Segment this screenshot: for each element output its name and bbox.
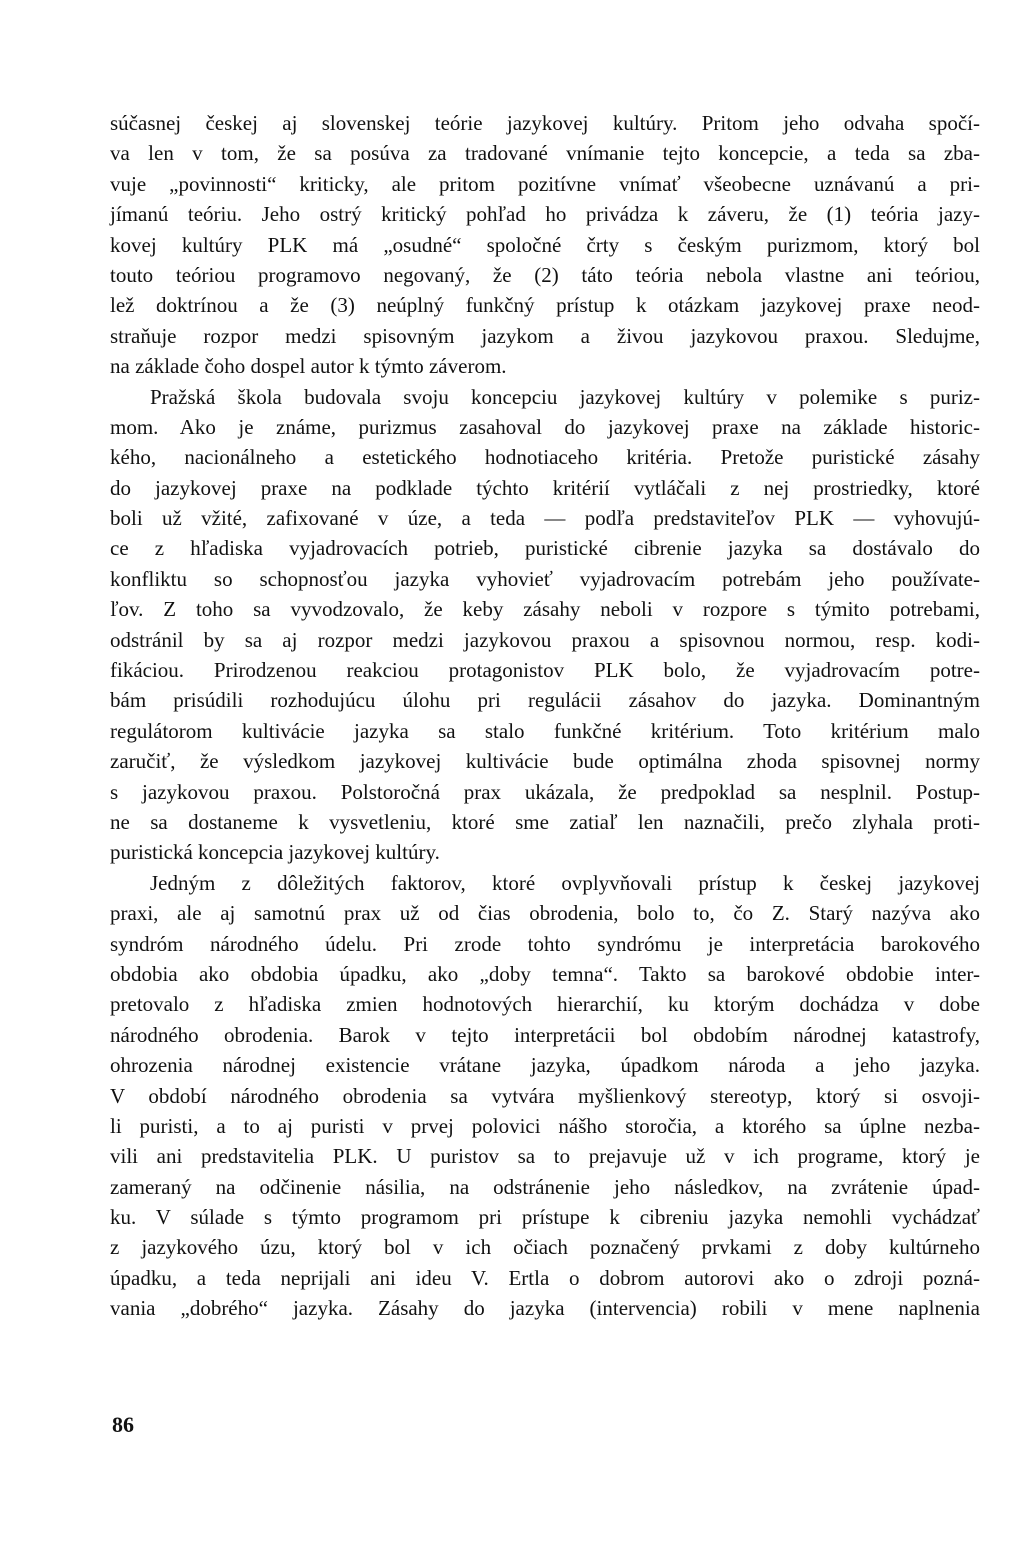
page-number: 86	[112, 1412, 134, 1437]
text-line: Pražská škola budovala svoju koncepciu jazykovej kultúry v polemike s puriz-	[150, 384, 980, 409]
text-line: kovej kultúry PLK má „osudné“ spoločné črty s českým purizmom, ktorý bol	[110, 232, 980, 257]
text-line: do jazykovej praxe na podklade týchto kritérií vytláčali z nej prostriedky, ktoré	[110, 475, 980, 500]
text-line: vuje „povinnosti“ kriticky, ale pritom pozitívne vnímať všeobecne uznávanú a pri-	[110, 171, 980, 196]
text-line: mom. Ako je známe, purizmus zasahoval do jazykovej praxe na základe historic-	[110, 414, 980, 439]
text-line: lež doktrínou a že (3) neúplný funkčný prístup k otázkam jazykovej praxe neod-	[110, 293, 980, 318]
text-line: s jazykovou praxou. Polstoročná prax ukázala, že predpoklad sa nesplnil. Postup-	[110, 779, 980, 804]
text-line: ku. V súlade s týmto programom pri prístupe k cibreniu jazyka nemohli vychádzať	[110, 1205, 980, 1230]
text-line: z jazykového úzu, ktorý bol v ich očiach poznačený prvkami z doby kultúrneho	[110, 1235, 980, 1260]
text-line: praxi, ale aj samotnú prax už od čias obrodenia, bolo to, čo Z. Starý nazýva ako	[110, 901, 980, 926]
text-line: bám prisúdili rozhodujúcu úlohu pri regulácii zásahov do jazyka. Dominantným	[110, 688, 980, 713]
text-line: konfliktu so schopnosťou jazyka vyhovieť vyjadrovacím potrebám jeho používate-	[110, 566, 980, 591]
text-line: súčasnej českej aj slovenskej teórie jazykovej kultúry. Pritom jeho odvaha spočí-	[110, 111, 980, 135]
text-line: ohrozenia národnej existencie vrátane jazyka, úpadkom národa a jeho jazyka.	[110, 1053, 980, 1078]
text-line: li puristi, a to aj puristi v prvej polovici nášho storočia, a ktorého sa úplne nezba-	[110, 1113, 980, 1138]
text-line: vili ani predstavitelia PLK. U puristov sa to prejavuje už v ich programe, ktorý je	[110, 1144, 980, 1169]
text-line: straňuje rozpor medzi spisovným jazykom a živou jazykovou praxou. Sledujme,	[110, 323, 980, 348]
text-line: boli už vžité, zafixované v úze, a teda — podľa predstaviteľov PLK — vyhovujú-	[110, 506, 980, 531]
text-line: národného obrodenia. Barok v tejto interpretácii bol obdobím národnej katastrofy,	[110, 1022, 980, 1047]
text-line: ne sa dostaneme k vysvetleniu, ktoré sme zatiaľ len naznačili, prečo zlyhala proti-	[110, 809, 980, 834]
text-line: ľov. Z toho sa vyvodzovalo, že keby zásahy neboli v rozpore s týmito potrebami,	[110, 597, 980, 622]
text-line: pretovalo z hľadiska zmien hodnotových hierarchií, ku ktorým dochádza v dobe	[110, 992, 980, 1017]
text-line: ce z hľadiska vyjadrovacích potrieb, puristické cibrenie jazyka sa dostávalo do	[110, 536, 980, 561]
body-text	[110, 108, 980, 1324]
text-line: jímanú teóriu. Jeho ostrý kritický pohľad ho privádza k záveru, že (1) teória jazy-	[110, 202, 980, 227]
text-line: Jedným z dôležitých faktorov, ktoré ovplyvňovali prístup k českej jazykovej	[150, 870, 980, 895]
text-line: kého, nacionálneho a estetického hodnotiaceho kritéria. Pretože puristické zásahy	[110, 445, 980, 470]
text-line: odstránil by sa aj rozpor medzi jazykovou praxou a spisovnou normou, resp. kodi-	[110, 627, 980, 652]
text-line: zaručiť, že výsledkom jazykovej kultivácie bude optimálna zhoda spisovnej normy	[110, 749, 980, 774]
text-line: V období národného obrodenia sa vytvára myšlienkový stereotyp, ktorý si osvoji-	[110, 1083, 980, 1108]
text-line: regulátorom kultivácie jazyka sa stalo funkčné kritérium. Toto kritérium malo	[110, 718, 980, 743]
text-line: zameraný na odčinenie násilia, na odstránenie jeho následkov, na zvrátenie úpad-	[110, 1174, 980, 1199]
text-line: touto teóriou programovo negovaný, že (2) táto teória nebola vlastne ani teóriou,	[110, 262, 980, 287]
text-line: syndróm národného údelu. Pri zrode tohto syndrómu je interpretácia barokového	[110, 931, 980, 956]
text-line: vania „dobrého“ jazyka. Zásahy do jazyka (intervencia) robili v mene naplnenia	[110, 1296, 980, 1321]
text-line: na základe čoho dospel autor k týmto záverom.	[110, 354, 507, 379]
text-line: obdobia ako obdobia úpadku, ako „doby temna“. Takto sa barokové obdobie inter-	[110, 961, 980, 986]
text-line: va len v tom, že sa posúva za tradované vnímanie tejto koncepcie, a teda sa zba-	[110, 141, 980, 166]
text-line: fikáciou. Prirodzenou reakciou protagonistov PLK bolo, že vyjadrovacím potre-	[110, 658, 980, 683]
text-line: puristická koncepcia jazykovej kultúry.	[110, 840, 440, 865]
text-line: úpadku, a teda neprijali ani ideu V. Ertla o dobrom autorovi ako o zdroji pozná-	[110, 1265, 980, 1290]
